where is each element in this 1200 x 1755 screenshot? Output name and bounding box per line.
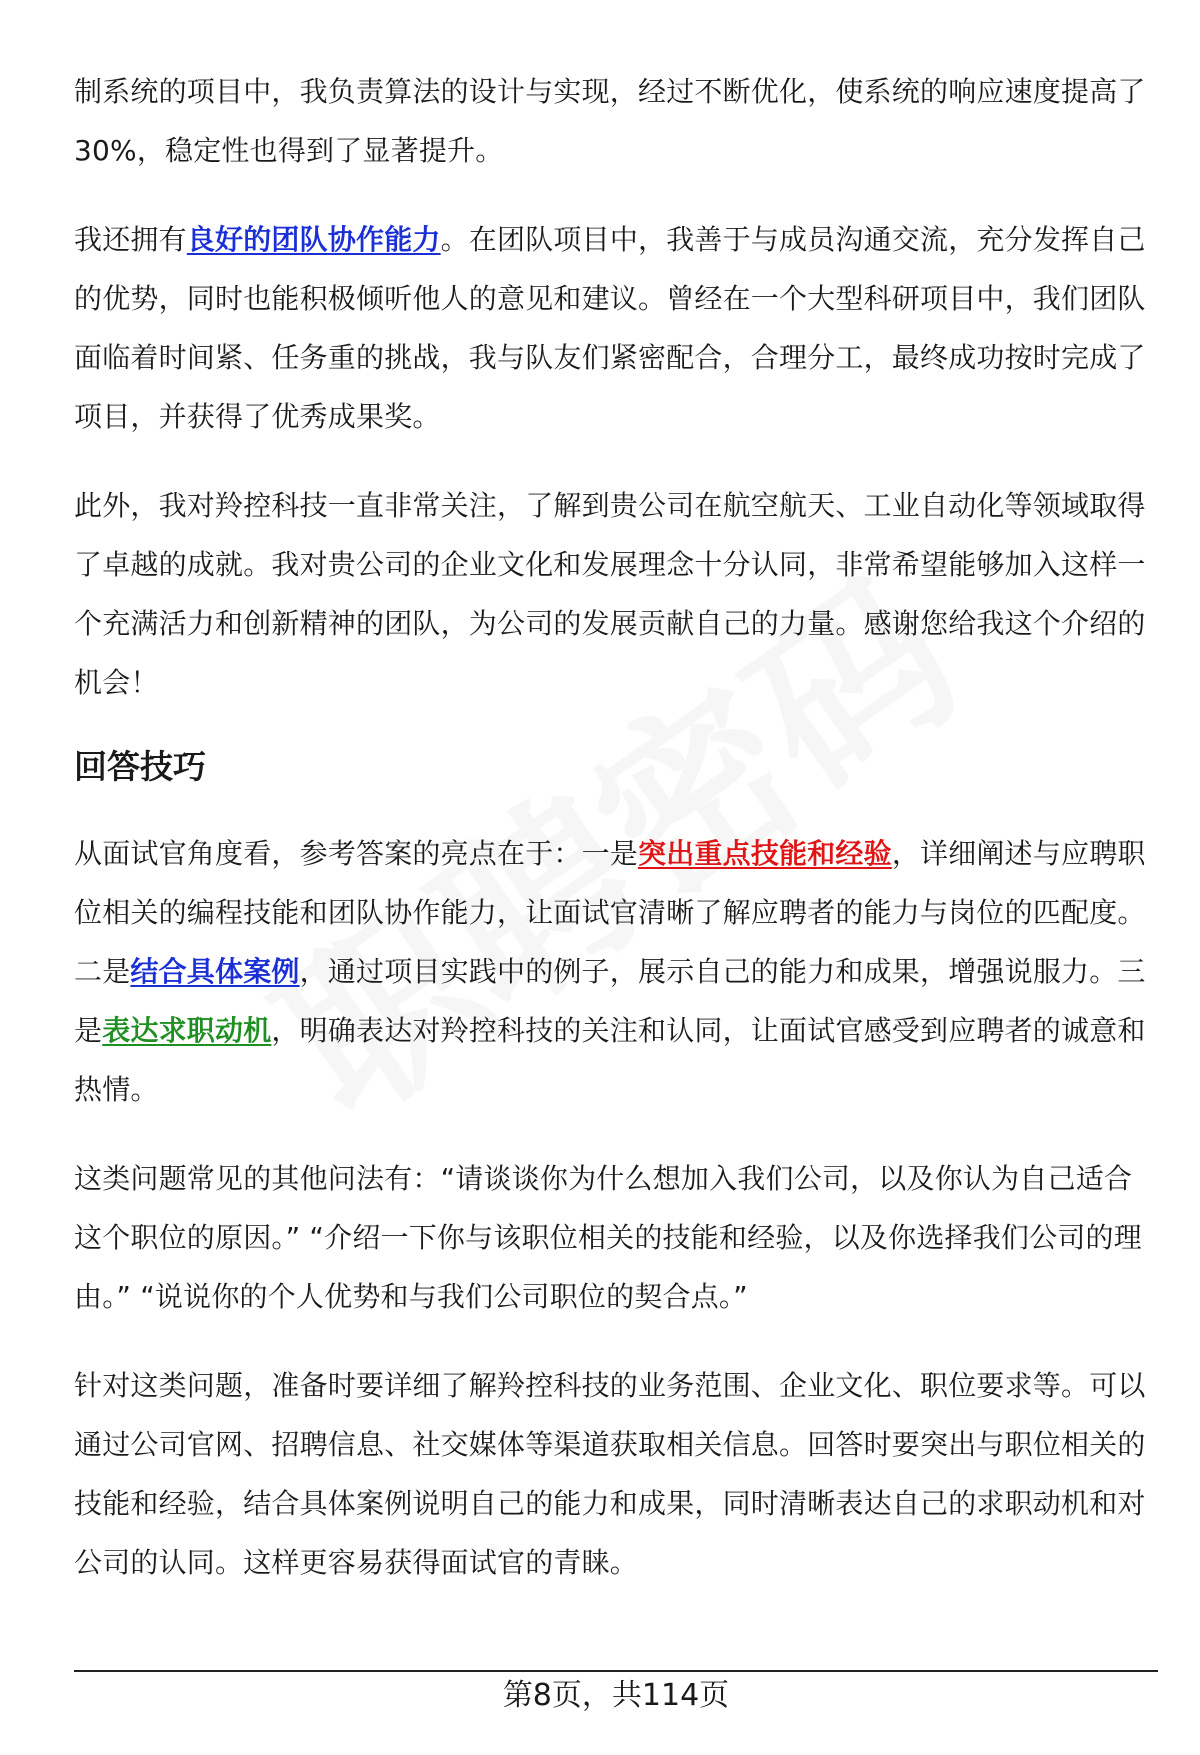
paragraph bbox=[74, 1149, 1149, 1326]
text-run: 从面试官角度看，参考答案的亮点在于：一是 bbox=[74, 837, 639, 870]
highlighted-phrase: 表达求职动机 bbox=[102, 1014, 272, 1047]
text-run: ，明确表达对羚控科技的关注和认同，让面试官感受到应聘者的诚意和热情。 bbox=[74, 1014, 1146, 1106]
paragraph bbox=[74, 210, 1149, 446]
page-number: 第8页，共114页 bbox=[502, 1678, 730, 1713]
paragraph bbox=[74, 1356, 1149, 1592]
highlighted-phrase: 良好的团队协作能力 bbox=[186, 223, 441, 256]
highlighted-phrase: 结合具体案例 bbox=[130, 955, 300, 988]
text-run: 这类问题常见的其他问法有：“请谈谈你为什么想加入我们公司，以及你认为自己适合这个职位的原因。” “介绍一下你与该职位相关的技能和经验，以及你选择我们公司的理由。” “说说你的个人优势和与我们公司职位的契合点。” bbox=[74, 1162, 1142, 1313]
section-heading: 回答技巧 bbox=[74, 747, 206, 786]
paragraph bbox=[74, 476, 1149, 712]
text-run: 制系统的项目中，我负责算法的设计与实现，经过不断优化，使系统的响应速度提高了30%，稳定性也得到了显著提升。 bbox=[74, 75, 1146, 167]
paragraph bbox=[74, 62, 1149, 180]
highlighted-phrase: 突出重点技能和经验 bbox=[638, 837, 892, 870]
text-run: 。在团队项目中，我善于与成员沟通交流，充分发挥自己的优势，同时也能积极倾听他人的意见和建议。曾经在一个大型科研项目中，我们团队面临着时间紧、任务重的挑战，我与队友们紧密配合，合理分工，最终成功按时完成了项目，并获得了优秀成果奖。 bbox=[74, 223, 1146, 433]
text-run: ，通过项目实践中的例子，展示自己的能力和成果，增强说服力。三是 bbox=[74, 955, 1146, 1047]
answer-section bbox=[74, 62, 1149, 712]
text-run: 针对这类问题，准备时要详细了解羚控科技的业务范围、企业文化、职位要求等。可以通过公司官网、招聘信息、社交媒体等渠道获取相关信息。回答时要突出与职位相关的技能和经验，结合具体案例说明自己的能力和成果，同时清晰表达自己的求职动机和对公司的认同。这样更容易获得面试官的青睐。 bbox=[74, 1369, 1146, 1579]
paragraph bbox=[74, 824, 1149, 1119]
footer-divider bbox=[74, 1670, 1158, 1672]
text-run: 我还拥有 bbox=[74, 223, 187, 256]
text-run: 此外，我对羚控科技一直非常关注，了解到贵公司在航空航天、工业自动化等领域取得了卓越的成就。我对贵公司的企业文化和发展理念十分认同，非常希望能够加入这样一个充满活力和创新精神的团队，为公司的发展贡献自己的力量。感谢您给我这个介绍的机会！ bbox=[74, 489, 1146, 699]
text-run: ，详细阐述与应聘职位相关的编程技能和团队协作能力，让面试官清晰了解应聘者的能力与岗位的匹配度。二是 bbox=[74, 837, 1146, 988]
document-page bbox=[74, 62, 1149, 1622]
tips-section bbox=[74, 824, 1149, 1592]
